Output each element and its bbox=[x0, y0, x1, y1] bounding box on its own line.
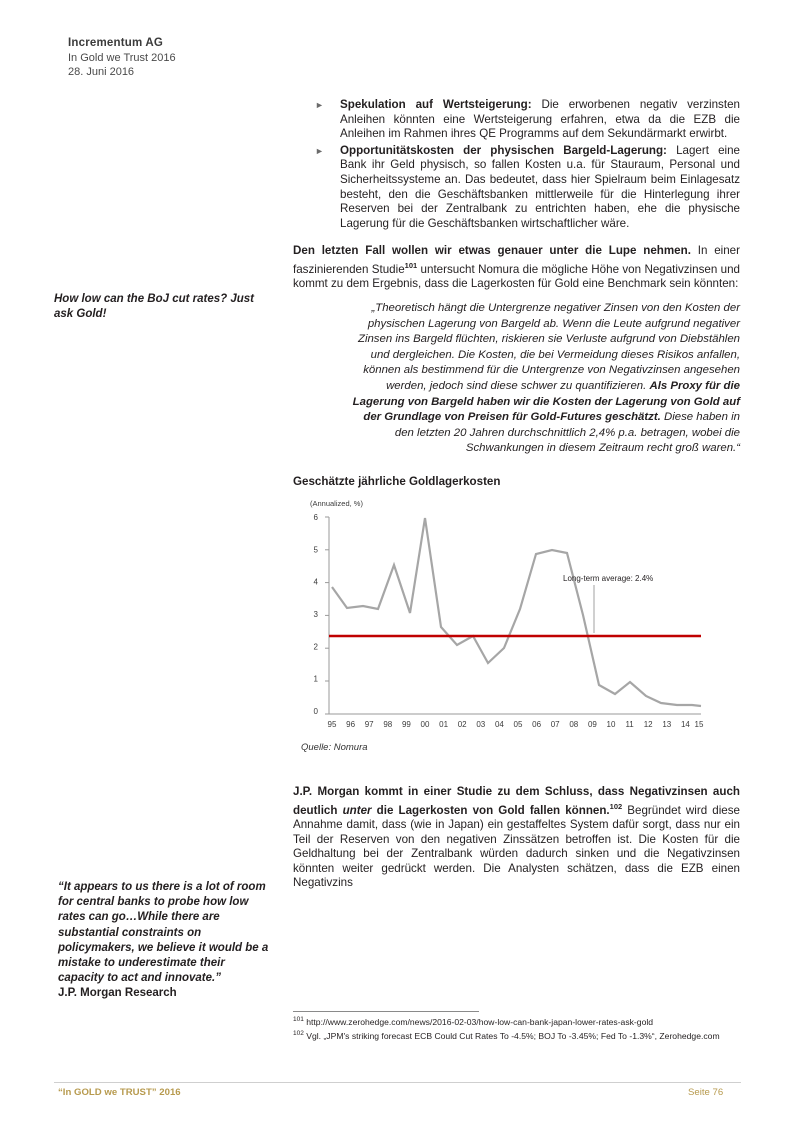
paragraph-nomura bbox=[293, 244, 740, 292]
svg-text:11: 11 bbox=[625, 719, 634, 729]
triangle-right-icon: ► bbox=[315, 100, 324, 110]
quote-part-2: Diese haben in den letzten 20 Jahren durchschnittlich 2,4% p.a. betragen, wobei die Schwankungen in diesem Zeitraum recht groß waren.“ bbox=[394, 411, 740, 455]
svg-text:14: 14 bbox=[680, 719, 690, 729]
svg-text:10: 10 bbox=[606, 719, 616, 729]
paragraph-jpmorgan bbox=[293, 785, 740, 891]
svg-text:08: 08 bbox=[569, 719, 579, 729]
chart-source: Quelle: Nomura bbox=[301, 741, 368, 753]
bullet-list bbox=[293, 98, 740, 231]
svg-text:05: 05 bbox=[513, 719, 523, 729]
svg-text:0: 0 bbox=[313, 706, 318, 716]
footnote-ref-102: 102 bbox=[609, 801, 623, 811]
paragraph2-lead-1: J.P. Morgan kommt in einer Studie zu dem Schluss, dass Negativzinsen auch deutlich bbox=[293, 784, 740, 817]
footnote-text: http://www.zerohedge.com/news/2016-02-03/how-low-can-bank-japan-lower-rates-ask-gold bbox=[306, 1016, 654, 1027]
svg-text:95: 95 bbox=[327, 719, 337, 729]
svg-text:12: 12 bbox=[643, 719, 653, 729]
paragraph-text-2: untersucht Nomura die mögliche Höhe von Negativzinsen und kommt zu dem Ergebnis, dass die Lagerkosten für Gold eine Benchmark sein könnten: bbox=[293, 262, 740, 291]
svg-text:2: 2 bbox=[313, 642, 318, 652]
svg-text:09: 09 bbox=[587, 719, 597, 729]
paragraph2-text: Begründet wird diese Annahme damit, dass (wie in Japan) ein gestaffeltes System dafür sorgt, dass nur ein Teil der Reserven von den negativen Zinssätzen betroffen ist. Die Kosten für die Geldhaltung bei der Zentralbank würden dadurch sinken und die Negativzinsen könnten weiter gedrückt werden. Die Analysten schätzen, dass die EZB einen Negativzins bbox=[293, 803, 741, 890]
svg-text:98: 98 bbox=[383, 719, 393, 729]
chart-y-tick-labels bbox=[314, 513, 319, 716]
svg-text:99: 99 bbox=[401, 719, 411, 729]
chart-container bbox=[301, 498, 731, 753]
footnote-number: 101 bbox=[293, 1016, 304, 1023]
chart-data-line bbox=[332, 518, 701, 706]
svg-text:02: 02 bbox=[457, 719, 467, 729]
svg-text:96: 96 bbox=[346, 719, 356, 729]
footnote-item bbox=[293, 1029, 740, 1041]
paragraph2-lead-italic: unter bbox=[342, 803, 372, 817]
document-header bbox=[68, 36, 368, 79]
bullet-lead: Spekulation auf Wertsteigerung: bbox=[340, 98, 532, 111]
svg-text:01: 01 bbox=[439, 719, 449, 729]
svg-text:4: 4 bbox=[313, 577, 318, 587]
bullet-lead: Opportunitätskosten der physischen Bargeld-Lagerung: bbox=[340, 143, 667, 157]
paragraph-text-1: In einer faszinierenden Studie bbox=[293, 244, 740, 276]
footnote-divider bbox=[293, 1011, 479, 1012]
footnotes bbox=[293, 1015, 740, 1044]
block-quote-nomura bbox=[293, 301, 740, 457]
footnote-ref-101: 101 bbox=[404, 260, 418, 270]
footer-report-title: “In GOLD we TRUST” 2016 bbox=[58, 1087, 181, 1098]
svg-text:1: 1 bbox=[313, 674, 318, 684]
svg-text:06: 06 bbox=[532, 719, 542, 729]
bullet-text: Lagert eine Bank ihr Geld physisch, so fallen Kosten u.a. für Stauraum, Personal und Sicherheitssysteme an. Das bedeutet, dass hier Spielraum beim Einlagesatz besteht, den die Geschäftsbanken mittlerweile für die Hinterlegung ihrer Reserven bei der Zentralbank zu entrichten haben, ehe die physische Lagerung für die Geschäftsbanken wirtschaftlicher wäre. bbox=[340, 143, 740, 230]
svg-text:00: 00 bbox=[420, 719, 430, 729]
header-report-title: In Gold we Trust 2016 bbox=[68, 52, 176, 64]
quote-part-1: „Theoretisch hängt die Untergrenze negativer Zinsen von den Kosten der physischen Lagerung von Bargeld ab. Wenn die Leute aufgrund negativer Zinsen ins Bargeld flüchten, riskieren sie Verluste aufgrund von Diebstählen und dergleichen. Die Kosten, die bei Vermeidung dieses Risikos anfallen, können als bestimmend für die Untergrenze von Negativzinsen angesehen werden, jedoch sind diese schwer zu quantifizieren. bbox=[357, 301, 740, 392]
footer-page-number: Seite 76 bbox=[688, 1087, 724, 1098]
bullet-text: Die erworbenen negativ verzinsten Anleihen könnten eine Wertsteigerung erfahren, etwa da die EZB die Anleihen im Rahmen ihres QE Programms auf dem Sekundärmarkt erwirbt. bbox=[340, 98, 740, 141]
svg-text:5: 5 bbox=[313, 545, 318, 555]
svg-text:03: 03 bbox=[476, 719, 486, 729]
svg-text:13: 13 bbox=[662, 719, 672, 729]
header-date: 28. Juni 2016 bbox=[68, 66, 135, 78]
margin-pull-quote-text: “It appears to us there is a lot of room for central banks to probe how low rates can go…While there are substantial constraints on policymakers, we believe it would be a mistake to underestimate their capacity to act and innovate.” bbox=[58, 881, 269, 985]
margin-note-boj: How low can the BoJ cut rates? Just ask Gold! bbox=[54, 293, 255, 320]
svg-text:3: 3 bbox=[313, 609, 318, 619]
margin-pull-quote-attribution: J.P. Morgan Research bbox=[58, 987, 177, 1000]
svg-text:15: 15 bbox=[694, 719, 704, 729]
footnote-item bbox=[293, 1015, 740, 1027]
svg-text:07: 07 bbox=[550, 719, 560, 729]
chart-y-ticks bbox=[325, 517, 329, 714]
paragraph2-lead-2: die Lagerkosten von Gold fallen können. bbox=[371, 803, 610, 817]
list-item bbox=[293, 144, 740, 232]
margin-pull-quote bbox=[58, 880, 270, 1002]
footer-divider bbox=[54, 1082, 741, 1083]
footnote-text: Vgl. „JPM's striking forecast ECB Could Cut Rates To -4.5%; BOJ To -3.45%; Fed To -1.3%“, Zerohedge.com bbox=[306, 1031, 720, 1042]
chart-x-tick-labels bbox=[328, 720, 704, 729]
paragraph-lead: Den letzten Fall wollen wir etwas genauer unter die Lupe nehmen. bbox=[293, 244, 691, 258]
svg-text:04: 04 bbox=[494, 719, 504, 729]
svg-text:6: 6 bbox=[313, 512, 318, 522]
triangle-right-icon: ► bbox=[315, 145, 324, 156]
list-item bbox=[293, 98, 740, 142]
gold-storage-cost-line-chart bbox=[301, 509, 731, 737]
footnote-number: 102 bbox=[293, 1030, 304, 1038]
chart-title: Geschätzte jährliche Goldlagerkosten bbox=[293, 474, 501, 488]
svg-text:97: 97 bbox=[364, 719, 374, 729]
main-column bbox=[293, 98, 740, 891]
chart-axis-note: (Annualized, %) bbox=[310, 498, 363, 508]
chart-reference-label: Long-term average: 2.4% bbox=[563, 573, 654, 583]
quote-bold-part: Als Proxy für die Lagerung von Bargeld haben wir die Kosten der Lagerung von Gold auf der Grundlage von Preisen für Gold-Futures geschätzt. bbox=[352, 379, 740, 424]
header-company: Incrementum AG bbox=[68, 37, 164, 49]
